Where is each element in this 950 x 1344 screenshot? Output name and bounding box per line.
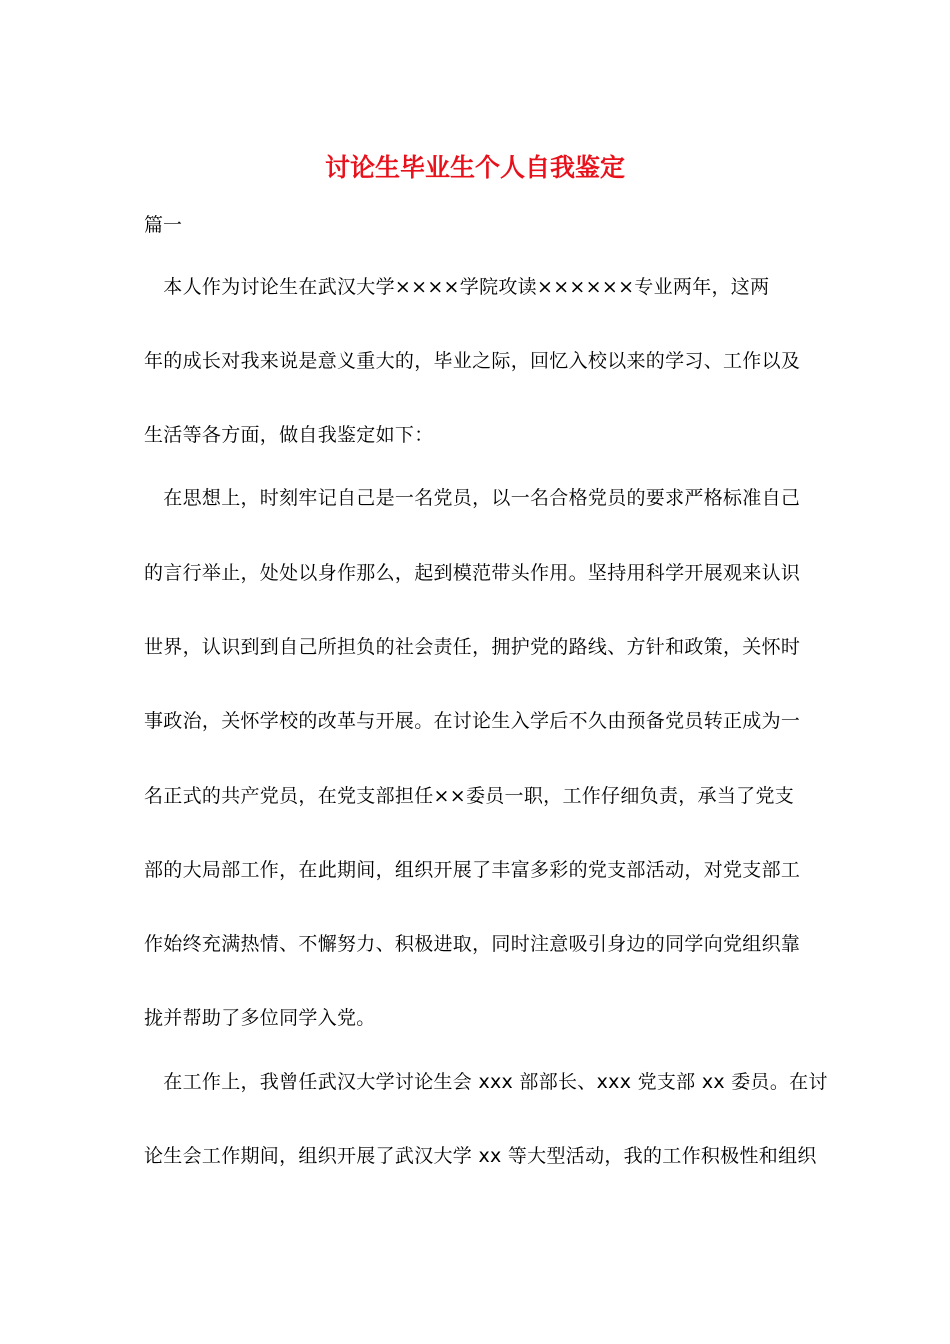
paragraph-line: 事政治，关怀学校的改革与开展。在讨论生入学后不久由预备党员转正成为一: [144, 710, 801, 732]
paragraph-line: 名正式的共产党员，在党支部担任××委员一职，工作仔细负责，承当了党支: [144, 785, 795, 807]
paragraph-line: 部的大局部工作，在此期间，组织开展了丰富多彩的党支部活动，对党支部工: [144, 859, 801, 881]
paragraph-line: 拢并帮助了多位同学入党。: [144, 1007, 376, 1029]
section-heading: 篇一: [144, 214, 183, 236]
paragraph-line: 生活等各方面，做自我鉴定如下：: [144, 424, 434, 446]
paragraph-line: 在思想上，时刻牢记自己是一名党员，以一名合格党员的要求严格标准自己: [144, 487, 801, 509]
paragraph-line: 在工作上，我曾任武汉大学讨论生会 xxx 部部长、xxx 党支部 xx 委员。在讨: [144, 1071, 828, 1093]
paragraph-line: 作始终充满热情、不懈努力、积极进取，同时注意吸引身边的同学向党组织靠: [144, 933, 801, 955]
paragraph-line: 年的成长对我来说是意义重大的，毕业之际，回忆入校以来的学习、工作以及: [144, 350, 801, 372]
paragraph-line: 的言行举止，处处以身作那么，起到模范带头作用。坚持用科学开展观来认识: [144, 562, 801, 584]
paragraph-line: 论生会工作期间，组织开展了武汉大学 xx 等大型活动，我的工作积极性和组织: [144, 1145, 817, 1167]
document-title: 讨论生毕业生个人自我鉴定: [324, 153, 625, 182]
paragraph-line: 本人作为讨论生在武汉大学××××学院攻读××××××专业两年，这两: [144, 276, 770, 298]
paragraph-line: 世界，认识到到自己所担负的社会责任，拥护党的路线、方针和政策，关怀时: [144, 636, 801, 658]
